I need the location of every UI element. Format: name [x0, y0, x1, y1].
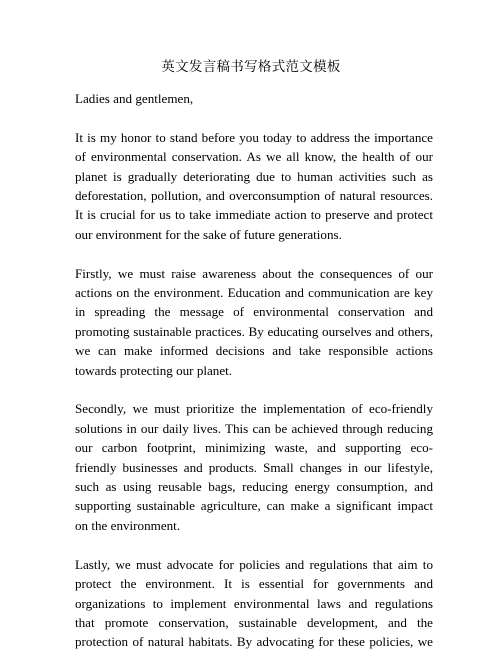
paragraph-line: It is crucial for us to take immediate action to preserve and protect: [75, 207, 433, 223]
paragraph-line: our carbon footprint, minimizing waste, and supporting eco-: [75, 440, 433, 456]
paragraph-line: solutions in our daily lives. This can be achieved through reducing: [75, 420, 433, 436]
paragraph-1: [75, 128, 433, 244]
paragraph-line: in spreading the message of environmental conservation and: [75, 304, 433, 320]
paragraph-line: promoting sustainable practices. By educating ourselves and others,: [75, 323, 433, 339]
paragraph-line: deforestation, pollution, and overconsumption of natural resources.: [75, 188, 433, 204]
paragraph-line: such as using reusable bags, reducing energy consumption, and: [75, 479, 433, 495]
paragraph-3: [75, 399, 433, 535]
paragraph-line: that promote conservation, sustainable development, and the: [75, 614, 433, 630]
paragraph-line: of environmental conservation. As we all know, the health of our: [75, 149, 433, 165]
paragraph-line: planet is gradually deteriorating due to human activities such as: [75, 168, 433, 184]
paragraph-line: protect the environment. It is essential for governments and: [75, 576, 433, 592]
paragraph-line: Firstly, we must raise awareness about the consequences of our: [75, 265, 433, 281]
speech-body: [75, 89, 433, 671]
salutation: [75, 89, 433, 108]
paragraph-2: [75, 264, 433, 380]
paragraph-line: organizations to implement environmental laws and regulations: [75, 595, 433, 611]
paragraph-line: It is my honor to stand before you today to address the importance: [75, 129, 433, 145]
document-title: 英文发言稿书写格式范文模板: [161, 59, 341, 75]
paragraph-line: on the environment.: [75, 517, 181, 533]
paragraph-line: our environment for the sake of future generations.: [75, 226, 342, 242]
paragraph-line: we can make informed decisions and take responsible actions: [75, 343, 433, 359]
salutation-line: Ladies and gentlemen,: [75, 91, 194, 106]
paragraph-line: protection of natural habitats. By advocating for these policies, we: [75, 634, 433, 650]
paragraph-line: friendly businesses and products. Small changes in our lifestyle,: [75, 459, 433, 475]
paragraph-line: supporting sustainable agriculture, can make a significant impact: [75, 498, 433, 514]
paragraph-4: [75, 555, 433, 652]
paragraph-line: Secondly, we must prioritize the implementation of eco-friendly: [75, 401, 433, 417]
paragraph-line: actions on the environment. Education and communication are key: [75, 285, 433, 301]
paragraph-line: towards protecting our planet.: [75, 362, 233, 378]
paragraph-line: Lastly, we must advocate for policies and regulations that aim to: [75, 556, 433, 572]
